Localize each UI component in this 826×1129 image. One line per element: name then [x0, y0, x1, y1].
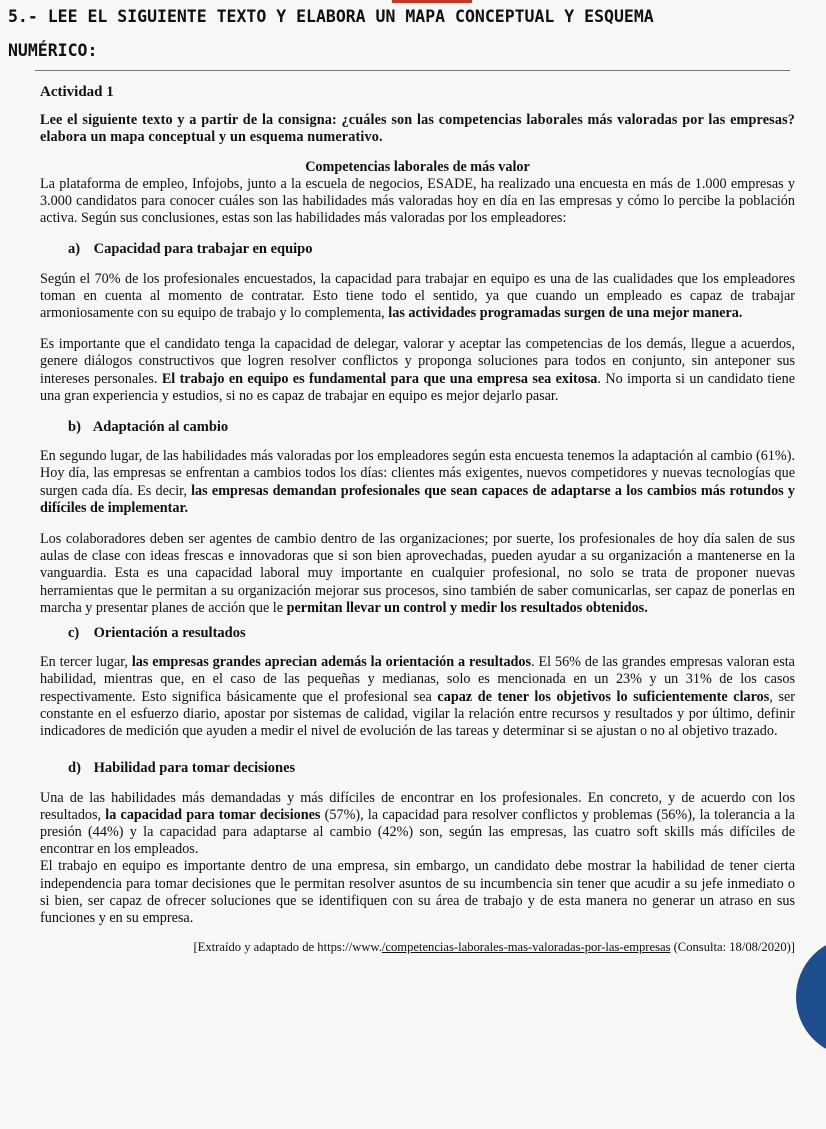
source-link[interactable]: /competencias-laborales-mas-valoradas-por-las-empresas — [381, 940, 671, 955]
article-title: Competencias laborales de más valor — [305, 158, 530, 175]
text-run: Los colaboradores deben ser agentes de cambio dentro de las organizaciones; por suerte, los profesionales de hoy día salen de sus aulas de clase con ideas frescas e innovadoras que si son bien aprovechadas, pueden ayudar a su organización a mantenerse en la vanguardia. Esta es una capacidad laboral muy importante en cualquier profesional, no solo se trata de proponer nuevas herramientas que le permitan a su organización mejorar sus procesos, sino también de saber comunicarlas, ser capaz de ponerlas en marcha y presentar planes de acción que le — [40, 531, 795, 616]
bold-run: las actividades programadas surgen de una mejor manera. — [388, 305, 743, 322]
text-run: Es importante que el candidato tenga la capacidad de delegar, valorar y aceptar las competencias de los demás, llegue a acuerdos, genere diálogos constructivos que logren resolver conflictos y proponga soluciones para todos en conjunto, sin anteponer sus intereses personales. — [40, 336, 795, 387]
text-run: . No importa si un candidato tiene una gran experiencia y estudios, si no es capaz de trabajar en equipo es mejor dejarlo pasar. — [40, 370, 795, 404]
heading-line-2: NUMÉRICO: — [8, 41, 98, 60]
section-d-letter: d) — [68, 760, 81, 777]
bold-run: las empresas grandes aprecian además la orientación a resultados — [131, 654, 532, 671]
section-a-letter: a) — [68, 241, 81, 258]
section-b-paragraph-1 — [40, 448, 795, 517]
source-suffix: (Consulta: 18/08/2020)] — [670, 940, 795, 955]
text-run: , ser constante en el esfuerzo diario, apostar por sistemas de calidad, vigilar la relación entre recursos y resultados y por último, definir indicadores de medición que ayuden a medir el nivel de evolución de las tareas y determinar si se ajustan o no al objetivo trazado. — [40, 688, 795, 740]
section-a-heading — [68, 241, 795, 258]
section-c-letter: c) — [68, 625, 80, 642]
section-c-paragraph-1 — [40, 654, 795, 740]
section-a-paragraph-1 — [40, 271, 795, 323]
section-c-heading — [68, 625, 795, 642]
section-d-paragraph-2: El trabajo en equipo es importante dentro de una empresa, sin embargo, un candidato debe mostrar la habilidad de tener cierta independencia para tomar decisiones que le permitan resolver asuntos de su incumbencia sin tener que acudir a su jefe inmediato o si bien, ser capaz de ofrecer soluciones que se identifiquen con su área de trabajo y de esta manera no generar un atraso en sus funciones y en su empresa. — [40, 858, 795, 926]
text-run: . El 56% de las grandes empresas valoran esta habilidad, mientras que, en el caso de las pequeñas y medianas, solo es mencionada en un 23% y un 31% de los casos respectivamente. Esto significa básicamente que el profesional sea — [40, 654, 795, 705]
blue-floating-button[interactable] — [796, 937, 826, 1057]
section-c-title: Orientación a resultados — [93, 625, 246, 642]
activity-instruction: Lee el siguiente texto y a partir de la consigna: ¿cuáles son las competencias laborales más valoradas por las empresas? elabora un mapa conceptual y un esquema numerativo. — [40, 112, 795, 146]
text-run: Una de las habilidades más demandadas y más difíciles de encontrar en los profesionales. En concreto, y de acuerdo con los resultados, — [40, 789, 795, 823]
section-d-paragraph-1 — [40, 790, 795, 859]
section-b-letter: b) — [68, 419, 81, 436]
text-run: Según el 70% de los profesionales encuestados, la capacidad para trabajar en equipo es una de las cualidades que los empleadores toman en cuenta al momento de contratar. Esto tiene todo el sentido, ya que cuando un empleado es capaz de trabajar armoniosamente con su equipo de trabajo y lo complementa, — [40, 270, 795, 322]
bold-run: la capacidad para tomar decisiones — [105, 806, 321, 823]
activity-title: Actividad 1 — [40, 84, 114, 100]
exercise-heading — [8, 6, 826, 62]
section-b-title: Adaptación al cambio — [92, 419, 229, 436]
article-intro: La plataforma de empleo, Infojobs, junto a la escuela de negocios, ESADE, ha realizado una encuesta en más de 1.000 empresas y 3.000 candidatos para conocer cuáles son las habilidades más valoradas hoy en día en las empresas y cómo lo percibe la población activa. Según sus conclusiones, estas son las habilidades más valoradas por los empleadores: — [40, 175, 795, 227]
section-a-title: Capacidad para trabajar en equipo — [93, 241, 313, 258]
section-a-paragraph-2 — [40, 336, 795, 405]
text-run: En segundo lugar, de las habilidades más valoradas por los empleadores según esta encuesta tenemos la adaptación al cambio (61%). Hoy día, las empresas se enfrentan a cambios todos los días: clientes más exigentes, nuevos competidores y nuevas tecnologías que surgen cada día. Es decir, — [40, 448, 795, 499]
bold-run: El trabajo en equipo es fundamental para que una empresa sea exitosa — [161, 370, 598, 387]
bold-run: permitan llevar un control y medir los resultados obtenidos. — [286, 599, 648, 616]
source-prefix: [Extraído y adaptado de https://www. — [193, 940, 382, 955]
section-b-paragraph-2 — [40, 531, 795, 617]
horizontal-divider — [35, 70, 790, 71]
section-d-title: Habilidad para tomar decisiones — [93, 760, 296, 777]
section-d-heading — [68, 760, 795, 777]
bold-run: las empresas demandan profesionales que sean capaces de adaptarse a los cambios más rotundos y difíciles de implementar. — [40, 482, 796, 516]
section-b-heading — [68, 419, 795, 436]
source-citation — [40, 939, 795, 956]
heading-line-1: 5.- LEE EL SIGUIENTE TEXTO Y ELABORA UN MAPA CONCEPTUAL Y ESQUEMA — [8, 7, 654, 26]
bold-run: capaz de tener los objetivos lo suficientemente claros — [437, 688, 770, 705]
red-underline-mark — [392, 0, 472, 3]
document-body — [40, 84, 795, 956]
text-run: En tercer lugar, — [40, 654, 132, 671]
text-run: (57%), la capacidad para resolver conflictos y problemas (56%), la tolerancia a la presión (44%) y la capacidad para adaptarse al cambio (42%) son, según las empresas, las cuatro soft skills más difíciles de encontrar en los empleados. — [40, 806, 795, 858]
